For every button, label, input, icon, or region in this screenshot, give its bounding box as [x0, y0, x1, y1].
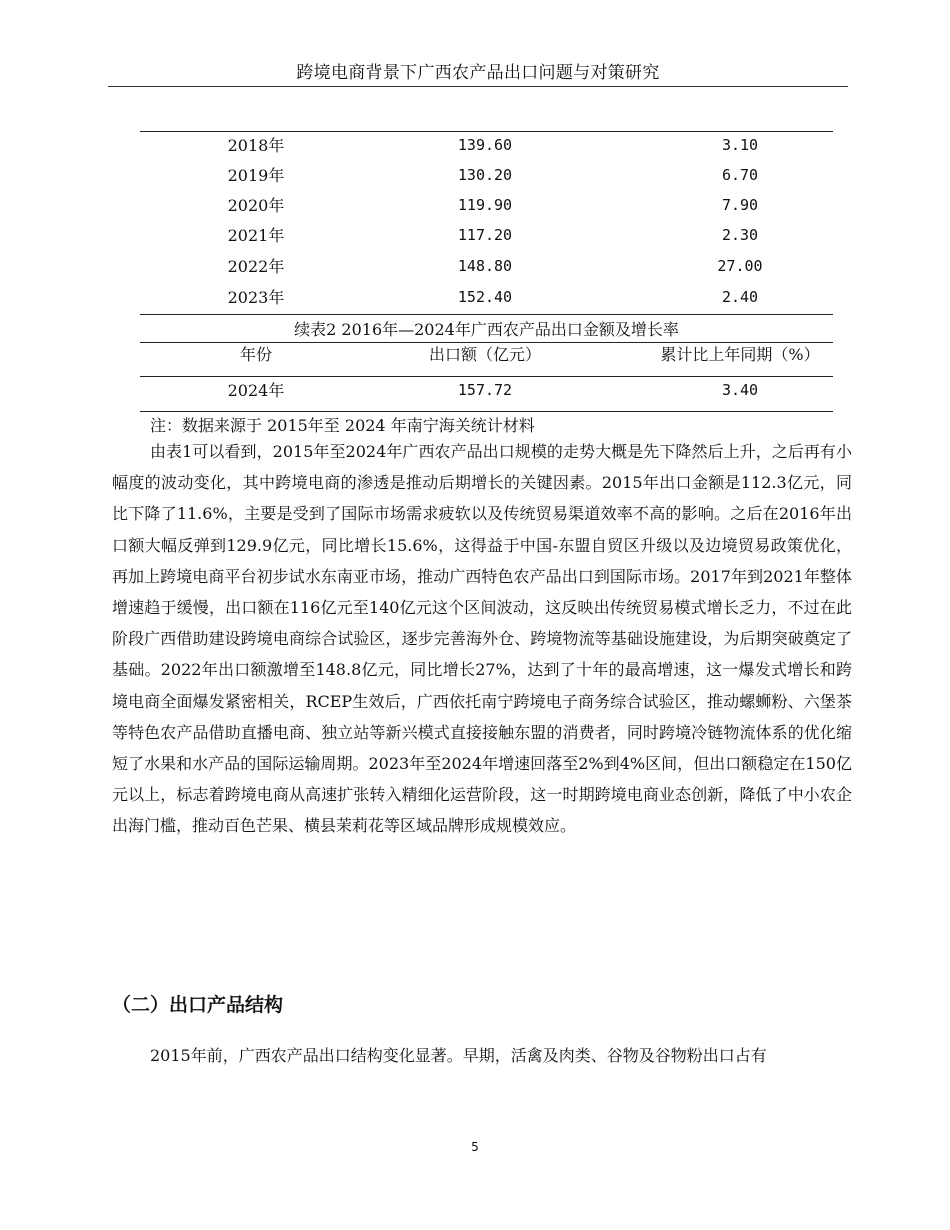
cell-amount: 157.72 [457, 381, 513, 399]
column-header-growth: 累计比上年同期（%） [660, 345, 820, 364]
body-paragraph: 由表1可以看到，2015年至2024年广西农产品出口规模的走势大概是先下降然后上升，之后再有小幅度的波动变化，其中跨境电商的渗透是推动后期增长的关键因素。2015年出口金额是112.3亿元，同比下降了11.6%，主要是受到了国际市场需求疲软以及传统贸易渠道效率不高的影响。之后在2016年出口额大幅反弹到129.9亿元，同比增长15.6%，这得益于中国-东盟自贸区升级以及边境贸易政策优化，再加上跨境电商平台初步试水东南亚市场，推动广西特色农产品出口到国际市场。2017年到2021年整体增速趋于缓慢，出口额在116亿元至140亿元这个区间波动，这反映出传统贸易模式增长乏力，不过在此阶段广西借助建设跨境电商综合试验区，逐步完善海外仓、跨境物流等基础设施建设，为后期突破奠定了基础。2022年出口额激增至148.8亿元，同比增长27%，达到了十年的最高增速，这一爆发式增长和跨境电商全面爆发紧密相关，RCEP生效后，广西依托南宁跨境电子商务综合试验区，推动螺蛳粉、六堡茶等特色农产品借助直播电商、独立站等新兴模式直接接触东盟的消费者，同时跨境冷链物流体系的优化缩短了水果和水产品的国际运输周期。2023年至2024年增速回落至2%到4%区间，但出口额稳定在150亿元以上，标志着跨境电商从高速扩张转入精细化运营阶段，这一时期跨境电商业态创新，降低了中小农企出海门槛，推动百色芒果、横县茉莉花等区域品牌形成规模效应。 [112, 442, 852, 836]
cell-year: 2023年 [227, 288, 285, 307]
cell-amount: 117.20 [457, 226, 513, 244]
cell-year: 2020年 [227, 196, 285, 215]
table-row [140, 190, 833, 221]
table-row [140, 160, 833, 191]
table-caption: 续表2 2016年—2024年广西农产品出口金额及增长率 [294, 320, 679, 339]
cell-growth: 7.90 [721, 196, 759, 214]
cell-amount: 139.60 [457, 136, 513, 154]
cell-year: 2021年 [227, 226, 285, 245]
cell-growth: 3.10 [721, 136, 759, 154]
cell-growth: 27.00 [717, 257, 763, 275]
cell-amount: 119.90 [457, 196, 513, 214]
body-paragraph: 2015年前，广西农产品出口结构变化显著。早期，活禽及肉类、谷物及谷物粉出口占有 [150, 1046, 767, 1065]
running-header: 跨境电商背景下广西农产品出口问题与对策研究 [296, 63, 660, 83]
cell-growth: 3.40 [721, 381, 759, 399]
cell-year: 2018年 [227, 136, 285, 155]
table-row [140, 251, 833, 282]
table-row [140, 220, 833, 251]
table-header-row [140, 339, 833, 370]
cell-growth: 2.40 [721, 288, 759, 306]
header-rule [108, 86, 848, 87]
cell-year: 2022年 [227, 257, 285, 276]
cell-growth: 2.30 [721, 226, 759, 244]
table-row [140, 375, 833, 406]
section-heading: （二）出口产品结构 [112, 994, 284, 1016]
table-row [140, 130, 833, 161]
cell-amount: 130.20 [457, 166, 513, 184]
cell-amount: 148.80 [457, 257, 513, 275]
table-bottom-rule [140, 314, 833, 315]
cell-year: 2024年 [227, 381, 285, 400]
table-row [140, 282, 833, 313]
cell-amount: 152.40 [457, 288, 513, 306]
table-end-rule [140, 411, 833, 412]
cell-year: 2019年 [227, 166, 285, 185]
table-source-note: 注：数据来源于 2015年至 2024 年南宁海关统计材料 [150, 416, 535, 435]
column-header-year: 年份 [239, 345, 272, 364]
column-header-amount: 出口额（亿元） [428, 345, 541, 364]
cell-growth: 6.70 [721, 166, 759, 184]
page-number: 5 [471, 1140, 479, 1154]
